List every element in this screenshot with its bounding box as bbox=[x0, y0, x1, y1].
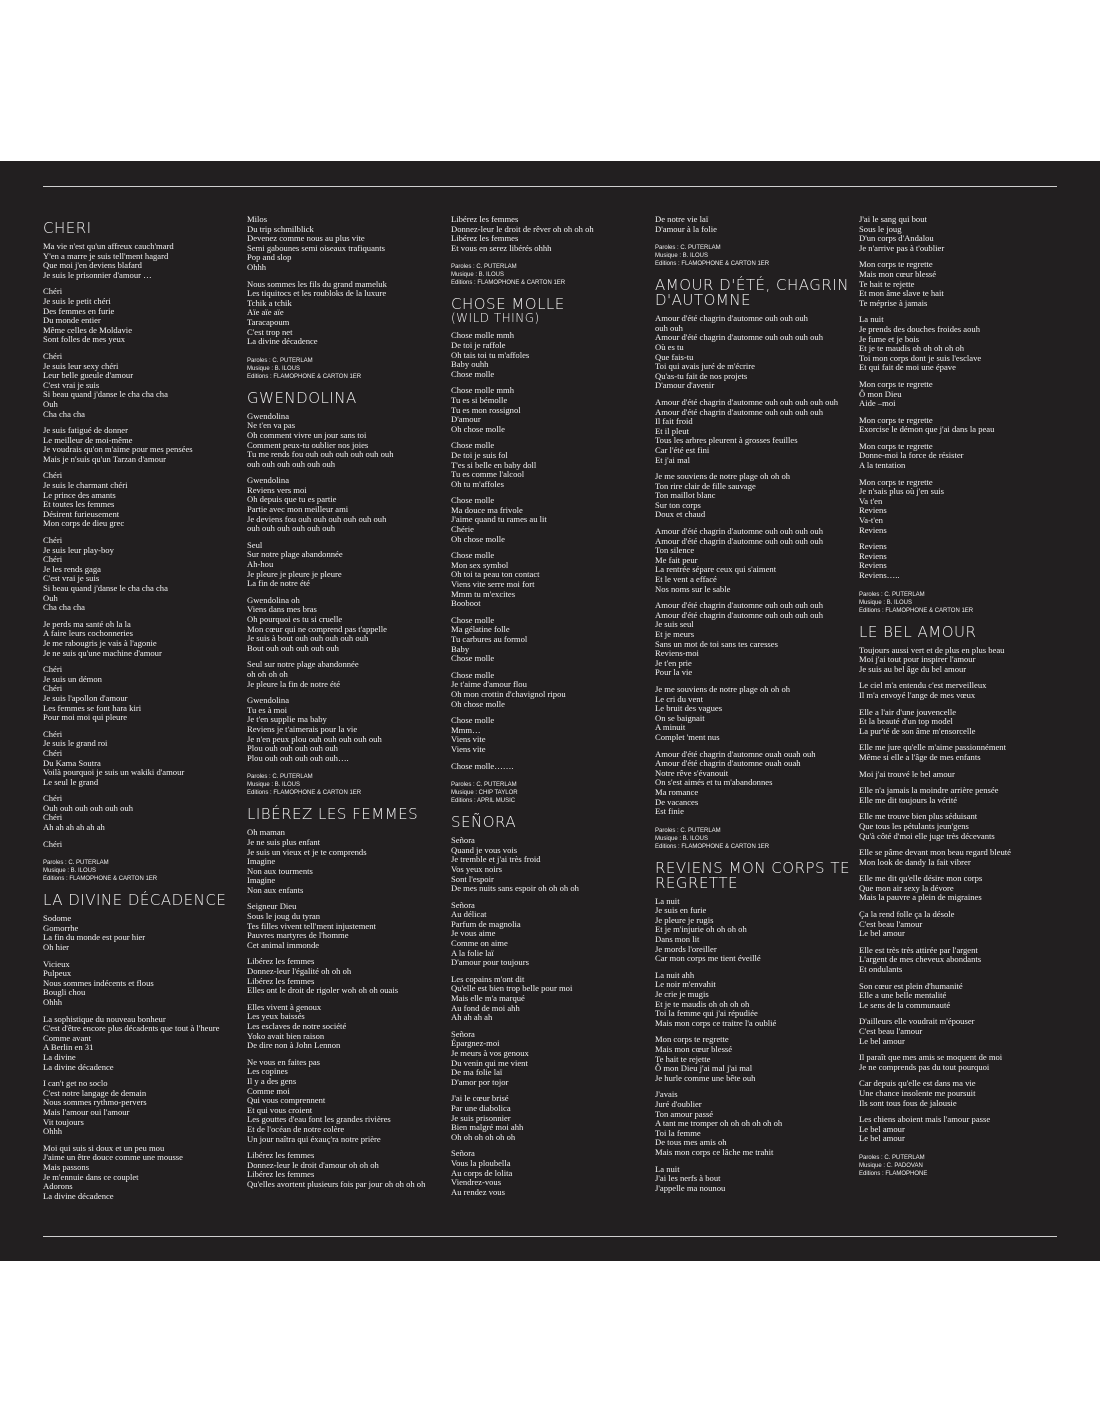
credit-line: Musique : B. ILOUS bbox=[43, 868, 97, 875]
credit-line: Paroles : C. PUTERLAM bbox=[655, 245, 721, 252]
song-title bbox=[451, 815, 655, 830]
credit-line: Editions : FLAMOPHONE & CARTON 1ER bbox=[655, 261, 770, 268]
song-title-text: LE BEL AMOUR bbox=[859, 622, 977, 641]
lyrics-columns bbox=[43, 215, 1057, 1208]
lyric-stanza: Reviens Reviens Reviens Reviens….. bbox=[859, 541, 900, 580]
credit-line: Musique : B. ILOUS bbox=[451, 272, 505, 279]
lyric-stanza: Chose molle Ma douce ma frivole J'aime quand tu rames au lit Chérie Oh chose molle bbox=[451, 495, 547, 544]
song-title bbox=[655, 858, 859, 892]
lyric-stanza: Amour d'été chagrin d'automne ouh ouh ouh ouh ouh Amour d'été chagrin d'automne ouh ouh ouh ouh Où es tu Que fais-tu Toi qui avais juré de m'écrire Qu'as-tu fait de nos projets D'amour d'avenir bbox=[655, 313, 824, 391]
lyric-stanza: De notre vie laï D'amour à la folie bbox=[655, 214, 717, 234]
lyric-stanza: Elle me dit qu'elle désire mon corps Que mon air sexy la dévore Mais la pauvre a plein de migraines bbox=[859, 873, 983, 903]
credit-line: Musique : B. ILOUS bbox=[859, 599, 913, 606]
lyric-stanza: Ça la rend folle ça la désole C'est beau l'amour Le bel amour bbox=[859, 909, 955, 939]
lyrics-column-4 bbox=[655, 215, 859, 1208]
song-credits bbox=[43, 859, 247, 883]
lyric-stanza: Chose molle Je t'aime d'amour flou Oh mon crottin d'chavignol ripou Oh chose molle bbox=[451, 669, 566, 709]
lyric-stanza: J'ai le cœur brisé Par une diabolica Je suis prisonnier Bien malgré moi ahh Oh oh oh oh oh oh bbox=[451, 1093, 524, 1142]
lyric-stanza: Chose molle Mon sex symbol Oh toi ta peau ton contact Viens vite serre moi fort Mmm tu m'excites Booboot bbox=[451, 550, 540, 609]
lyric-stanza: Elle a l'air d'une jouvencelle Et la beauté d'un top model La pur'té de son âme m'ensorcelle bbox=[859, 706, 976, 736]
song-credits bbox=[859, 591, 1063, 615]
lyric-stanza: Seigneur Dieu Sous le joug du tyran Tes filles vivent tell'ment injustement Pauvres martyres de l'homme Cet animal immonde bbox=[247, 901, 376, 950]
lyric-stanza: I can't get no soclo C'est notre langage de demain Nous sommes rythmo-pervers Mais l'amour oui l'amour Vit toujours Ohhh bbox=[43, 1078, 147, 1137]
song-block bbox=[655, 215, 859, 268]
song-credits bbox=[451, 263, 655, 287]
lyric-stanza: Oh maman Je ne suis plus enfant Je suis un vieux et je te comprends Imagine Non aux tourments Imagine Non aux enfants bbox=[247, 827, 367, 895]
lyrics-column-2 bbox=[247, 215, 451, 1208]
lyric-stanza: Elle est très très attirée par l'argent L'argent de mes cheveux abondants Et ondulants bbox=[859, 944, 982, 975]
song-block bbox=[655, 278, 859, 851]
song-block bbox=[247, 388, 451, 798]
song-block bbox=[43, 221, 247, 883]
lyric-stanza: La nuit ahh Le noir m'envahit Je crie je mugis Et je te maudis oh oh oh oh Toi la femme qui j'ai répudiée Mais mon corps ce traitre l'a oublié bbox=[655, 969, 777, 1028]
lyric-stanza: Le ciel m'a entendu c'est merveilleux Il m'a envoyé l'ange de mes vœux bbox=[859, 680, 987, 700]
lyric-stanza: Chéri Ouh ouh ouh ouh ouh ouh Chéri Ah ah ah ah ah ah bbox=[43, 793, 133, 833]
credit-line: Editions : FLAMOPHONE & CARTON 1ER bbox=[43, 876, 158, 883]
lyric-stanza: Toujours aussi vert et de plus en plus beau Moi j'ai tout pour inspirer l'amour Je suis au bel âge du bel amour bbox=[859, 644, 1005, 674]
lyric-stanza: Libérez les femmes Donnez-leur l'égalité oh oh oh Libérez les femmes Elles ont le droit de rigoler woh oh oh ouais bbox=[247, 956, 399, 996]
lyric-stanza: Je me souviens de notre plage oh oh oh Ton rire clair de fille sauvage Ton maillot blanc Sur ton corps Doux et chaud bbox=[655, 471, 791, 520]
song-block bbox=[247, 807, 451, 1189]
lyric-stanza: La sophistique du nouveau bonheur C'est d'être encore plus décadents que tout à l'heure Comme avant A Berlin en 31 La divine La divine décadence bbox=[43, 1013, 220, 1072]
song-title bbox=[43, 221, 247, 236]
credit-line: Editions : FLAMOPHONE & CARTON 1ER bbox=[247, 790, 362, 797]
song-block bbox=[451, 815, 655, 1197]
lyric-stanza: Ne vous en faites pas Les copines Il y a des gens Comme moi Qui vous comprennent Et qui vous croient Les gouttes d'eau font les grandes rivières Et de l'océan de notre colère Un jour naîtra qui éxauç'ra notre prière bbox=[247, 1056, 391, 1144]
credit-line: Paroles : C. PUTERLAM bbox=[655, 827, 721, 834]
lyric-stanza: Ma vie n'est qu'un affreux cauch'mard Y'en a marre je suis tell'ment hagard Que moi j'en deviens blafard Je suis le prisonnier d'amour … bbox=[43, 241, 174, 280]
song-title-text: LIBÉREZ LES FEMMES bbox=[247, 805, 419, 824]
top-divider bbox=[43, 186, 1057, 187]
lyric-stanza: Moi j'ai trouvé le bel amour bbox=[859, 768, 955, 779]
credit-line: Editions : APRIL MUSIC bbox=[451, 798, 516, 805]
lyric-stanza: Gwendolina oh Viens dans mes bras Oh pourquoi es tu si cruelle Mon cœur qui ne comprend pas t'appelle Je suis à bout ouh ouh ouh ouh ouh Bout ouh ouh ouh ouh ouh bbox=[247, 594, 387, 653]
song-credits bbox=[451, 781, 655, 805]
lyric-stanza: Mon corps te regrette Mais mon cœur blessé Te hait te rejette Ô mon Dieu j'ai mal j'ai mal Je hurle comme une bête ouh bbox=[655, 1034, 756, 1083]
lyric-stanza: Chose molle De toi je suis fol T'es si belle en baby doll Tu es comme l'alcool Oh tu m'affoles bbox=[451, 440, 537, 489]
lyrics-sheet bbox=[0, 161, 1100, 1261]
credit-line: Editions : FLAMOPHONE bbox=[859, 1170, 928, 1177]
lyric-stanza: Je me souviens de notre plage oh oh oh Le cri du vent Le bruit des vagues On se baignait A minuit Complet 'ment nus bbox=[655, 683, 791, 742]
lyric-stanza: Señora Au délicat Parfum de magnolia Je vous aime Comme on aime A la folie laï D'amour pour toujours bbox=[451, 899, 529, 968]
lyric-stanza: Amour d'été chagrin d'automne ouh ouh ouh ouh Amour d'été chagrin d'automne ouh ouh ouh ouh Ton silence Me fait peur La rentrée sépare ceux qui s'aiment Et le vent a effacé Nos noms sur le sable bbox=[655, 526, 824, 594]
lyric-stanza: J'ai le sang qui bout Sous le joug D'un corps d'Andalou Je n'arrive pas à t'oublier bbox=[859, 214, 945, 253]
lyric-stanza: Seul sur notre plage abandonnée oh oh oh oh Je pleure la fin de notre été bbox=[247, 659, 359, 689]
credit-line: Editions : FLAMOPHONE & CARTON 1ER bbox=[451, 280, 566, 287]
song-block bbox=[247, 215, 451, 381]
lyric-stanza: Mon corps te regrette Mais mon cœur blessé Te hait te rejette Et mon âme slave te hait Te méprise à jamais bbox=[859, 259, 944, 308]
lyric-stanza: Gwendolina Reviens vers moi Oh depuis que tu es partie Partie avec mon meilleur ami Je deviens fou ouh ouh ouh ouh ouh ouh ouh ouh ouh ouh ouh ouh bbox=[247, 475, 387, 534]
song-title bbox=[451, 297, 655, 325]
song-title-text: GWENDOLINA bbox=[247, 388, 357, 407]
lyric-stanza: Amour d'été chagrin d'automne ouh ouh ouh ouh Amour d'été chagrin d'automne ouh ouh ouh ouh Je suis seul Et je meurs Sans un mot de toi sans tes caresses Reviens-moi Je t'en prie Pour la vie bbox=[655, 600, 824, 678]
credit-line: Editions : FLAMOPHONE & CARTON 1ER bbox=[859, 607, 974, 614]
lyric-stanza: Chose molle……. bbox=[451, 760, 514, 771]
lyric-stanza: Moi qui suis si doux et un peu mou J'aime un être douce comme une mousse Mais passons Je m'ennuie dans ce couplet Adorons La divine décadence bbox=[43, 1142, 183, 1201]
song-title-text: CHOSE MOLLE bbox=[451, 295, 565, 314]
lyric-stanza: Nous sommes les fils du grand mameluk Les tiquitocs et les roubloks de la luxure Tchik a tchik Aïe aïe aïe Taracapoum C'est trop net La divine décadence bbox=[247, 278, 387, 347]
lyric-stanza: Je perds ma santé oh la la A faire leurs cochonneries Je me rabougris je vais à l'agonie Je ne suis qu'une machine d'amour bbox=[43, 618, 162, 658]
lyric-stanza: Chéri Je suis leur sexy chéri Leur belle gueule d'amour C'est vrai je suis Si beau quand j'danse le cha cha cha Ouh Cha cha cha bbox=[43, 350, 168, 419]
song-title-text: AMOUR D'ÉTÉ, CHAGRIN D'AUTOMNE bbox=[655, 276, 849, 310]
lyric-stanza: Chose molle mmh Tu es si bémolle Tu es mon rossignol D'amour Oh chose molle bbox=[451, 385, 521, 434]
lyric-stanza: Señora Épargnez-moi Je meurs à vos genoux Du venin qui me vient De ma folie laï D'amor por tojor bbox=[451, 1028, 529, 1087]
lyric-stanza: Chéri Je suis le grand roi Chéri Du Kama Soutra Voilà pourquoi je suis un wakiki d'amour Le seul le grand bbox=[43, 728, 185, 787]
lyric-stanza: Señora Quand je vous vois Je tremble et j'ai très froid Vos yeux noirs Sont l'espoir De mes nuits sans espoir oh oh oh oh bbox=[451, 835, 579, 894]
lyric-stanza: Seul Sur notre plage abandonnée Ah-hou Je pleure je pleure je pleure La fin de notre été bbox=[247, 539, 343, 589]
song-credits bbox=[655, 244, 859, 268]
lyric-stanza: Elles vivent à genoux Les yeux baissés Les esclaves de notre société Yoko avait bien raison De dire non à John Lennon bbox=[247, 1001, 347, 1051]
credit-line: Paroles : C. PUTERLAM bbox=[859, 591, 925, 598]
lyric-stanza: Gwendolina Ne t'en va pas Oh comment vivre un jour sans toi Comment peux-tu oublier nos joies Tu me rends fou ouh ouh ouh ouh ouh ouh ouh ouh ouh ouh ouh ouh bbox=[247, 410, 394, 469]
credit-line: Editions : FLAMOPHONE & CARTON 1ER bbox=[247, 373, 362, 380]
lyric-stanza: Les chiens aboient mais l'amour passe Le bel amour Le bel amour bbox=[859, 1114, 991, 1144]
bottom-divider bbox=[43, 1236, 1057, 1237]
credit-line: Paroles : C. PUTERLAM bbox=[247, 357, 313, 364]
lyric-stanza: Chéri Je suis un démon Chéri Je suis l'apollon d'amour Les femmes se font hara kiri Pour moi moi qui pleure bbox=[43, 664, 142, 723]
credit-line: Musique : C. PADOVAN bbox=[859, 1162, 923, 1169]
lyric-stanza: Mon corps te regrette Ô mon Dieu Aide –moi bbox=[859, 378, 933, 409]
lyrics-column-1 bbox=[43, 215, 247, 1208]
lyric-stanza: Il paraît que mes amis se moquent de moi Je ne comprends pas du tout pourquoi bbox=[859, 1052, 1003, 1072]
lyric-stanza: Chéri bbox=[43, 838, 63, 849]
lyric-stanza: Les copains m'ont dit Qu'elle est bien trop belle pour moi Mais elle m'a marqué Au fond de moi ahh Ah ah ah ah bbox=[451, 973, 573, 1023]
lyric-stanza: Mon corps te regrette Je n'sais plus où j'en suis Va t'en Reviens Va-t'en Reviens bbox=[859, 476, 944, 535]
lyric-stanza: Libérez les femmes Donnez-leur le droit de rêver oh oh oh oh Libérez les femmes Et vous en serez libérés ohhh bbox=[451, 214, 594, 253]
song-credits bbox=[247, 357, 451, 381]
lyrics-column-3 bbox=[451, 215, 655, 1208]
lyric-stanza: Sodome Gomorrhe La fin du monde est pour hier Oh hier bbox=[43, 913, 146, 953]
song-block bbox=[43, 893, 247, 1201]
song-block bbox=[451, 297, 655, 805]
credit-line: Paroles : C. PUTERLAM bbox=[43, 860, 109, 867]
song-title bbox=[43, 893, 247, 908]
lyric-stanza: Chéri Je suis le charmant chéri Le prince des amants Et toutes les femmes Désirent furieusement Mon corps de dieu grec bbox=[43, 470, 128, 529]
song-subtitle: (WILD THING) bbox=[451, 311, 540, 326]
lyric-stanza: La nuit Je prends des douches froides aouh Je fume et je bois Et je te maudis oh oh oh oh oh Toi mon corps dont je suis l'esclave Et qui fait de moi une épave bbox=[859, 314, 982, 373]
lyric-stanza: Amour d'été chagrin d'automne ouah ouah ouh Amour d'été chagrin d'automne ouah ouah Notre rêve s'évanouit On s'est aimés et tu m'abandonnes Ma romance De vacances Est finie bbox=[655, 748, 816, 817]
lyric-stanza: Son cœur est plein d'humanité Elle a une belle mentalité Le sens de la communauté bbox=[859, 980, 963, 1010]
song-title bbox=[655, 278, 859, 308]
credit-line: Musique : B. ILOUS bbox=[655, 835, 709, 842]
song-block bbox=[859, 622, 1063, 1178]
credit-line: Editions : FLAMOPHONE & CARTON 1ER bbox=[655, 843, 770, 850]
song-title-text: LA DIVINE DÉCADENCE bbox=[43, 891, 227, 910]
lyric-stanza: Señora Vous la ploubella Au corps de lolita Viendrez-vous Au rendez vous bbox=[451, 1148, 513, 1197]
lyric-stanza: D'ailleurs elle voudrait m'épouser C'est beau l'amour Le bel amour bbox=[859, 1016, 975, 1046]
song-credits bbox=[859, 1154, 1063, 1178]
song-title-text: SEÑORA bbox=[451, 813, 517, 832]
song-title bbox=[859, 622, 1063, 641]
song-title bbox=[247, 388, 451, 407]
lyric-stanza: Chéri Je suis le petit chéri Des femmes en furie Du monde entier Même celles de Moldavie Sont folles de mes yeux bbox=[43, 286, 133, 345]
lyric-stanza: Vicieux Pulpeux Nous sommes indécents et flous Bougli chou Ohhh bbox=[43, 958, 154, 1007]
credit-line: Musique : CHIP TAYLOR bbox=[451, 790, 518, 797]
lyric-stanza: La nuit Je suis en furie Je pleure je rugis Et je m'injurie oh oh oh oh Dans mon lit Je mords l'oreiller Car mon corps me tient éveillé bbox=[655, 895, 761, 964]
lyric-stanza: J'avais Juré d'oublier Ton amour passé A tant me tromper oh oh oh oh oh oh Toi la femme De tous mes amis oh Mais mon corps ce lâche me trahit bbox=[655, 1089, 783, 1157]
song-credits bbox=[655, 827, 859, 851]
song-title bbox=[247, 807, 451, 822]
lyric-stanza: Chose molle Mmm… Viens vite Viens vite bbox=[451, 715, 495, 754]
lyric-stanza: Elle se pâme devant mon beau regard bleuté Mon look de dandy la fait vibrer bbox=[859, 847, 1011, 867]
lyric-stanza: Chose molle Ma gélatine folle Tu carbures au formol Baby Chose molle bbox=[451, 614, 528, 664]
credit-line: Paroles : C. PUTERLAM bbox=[859, 1154, 925, 1161]
song-title-text: REVIENS MON CORPS TE REGRETTE bbox=[655, 858, 850, 892]
lyric-stanza: Libérez les femmes Donnez-leur le droit d'amour oh oh oh Libérez les femmes Qu'elles avortent plusieurs fois par jour oh oh oh oh bbox=[247, 1150, 426, 1189]
lyric-stanza: Car depuis qu'elle est dans ma vie Une chance insolente me poursuit Ils sont tous fous de jalousie bbox=[859, 1078, 976, 1108]
lyric-stanza: La nuit J'ai les nerfs à bout J'appelle ma nounou bbox=[655, 1163, 726, 1193]
lyric-stanza: Chose molle mmh De toi je raffole Oh tais toi tu m'affoles Baby ouhh Chose molle bbox=[451, 330, 530, 379]
credit-line: Paroles : C. PUTERLAM bbox=[451, 264, 517, 271]
lyric-stanza: Elle me jure qu'elle m'aime passionnément Même si elle a l'âge de mes enfants bbox=[859, 742, 1006, 762]
lyric-stanza: Elle me trouve bien plus séduisant Que tous les pétulants jeun'gens Qu'à côté d'moi elle juge très décevants bbox=[859, 811, 995, 841]
credit-line: Paroles : C. PUTERLAM bbox=[451, 782, 517, 789]
song-block bbox=[655, 858, 859, 1194]
lyric-stanza: Mon corps te regrette Donne-moi la force de résister A la tentation bbox=[859, 440, 964, 471]
lyric-stanza: Chéri Je suis leur play-boy Chéri Je les rends gaga C'est vrai je suis Si beau quand j'danse le cha cha cha Ouh Cha cha cha bbox=[43, 535, 168, 613]
credit-line: Musique : B. ILOUS bbox=[247, 782, 301, 789]
lyric-stanza: Gwendolina Tu es à moi Je t'en supplie ma baby Reviens je t'aimerais pour la vie Je n'en peux plou ouh ouh ouh ouh ouh Plou ouh ouh ouh ouh ouh Plou ouh ouh ouh ouh ouh…. bbox=[247, 695, 382, 763]
lyric-stanza: Mon corps te regrette Exorcise le démon que j'ai dans la peau bbox=[859, 414, 995, 435]
credit-line: Musique : B. ILOUS bbox=[247, 365, 301, 372]
song-title-text: CHERI bbox=[43, 219, 92, 237]
lyrics-column-5 bbox=[859, 215, 1063, 1208]
lyric-stanza: Elle n'a jamais la moindre arrière pensée Elle me dit toujours la vérité bbox=[859, 785, 999, 805]
credit-line: Musique : B. ILOUS bbox=[655, 253, 709, 260]
song-credits bbox=[247, 773, 451, 797]
song-block bbox=[859, 215, 1063, 615]
lyric-stanza: Milos Du trip schmilblick Devenez comme nous au plus vite Semi gabounes semi oiseaux trafiquants Pop and slop Ohhh bbox=[247, 214, 385, 272]
song-block bbox=[451, 215, 655, 287]
lyric-stanza: Je suis fatigué de donner Le meilleur de moi-même Je voudrais qu'on m'aime pour mes pensées Mais je n'suis qu'un Tarzan d'amour bbox=[43, 425, 193, 464]
credit-line: Paroles : C. PUTERLAM bbox=[247, 774, 313, 781]
lyric-stanza: Amour d'été chagrin d'automne ouh ouh ouh ouh ouh Amour d'été chagrin d'automne ouh ouh ouh ouh Il fait froid Et il pleut Tous les arbres pleurent à grosses feuilles Car l'été est fini Et j'ai mal bbox=[655, 396, 839, 465]
